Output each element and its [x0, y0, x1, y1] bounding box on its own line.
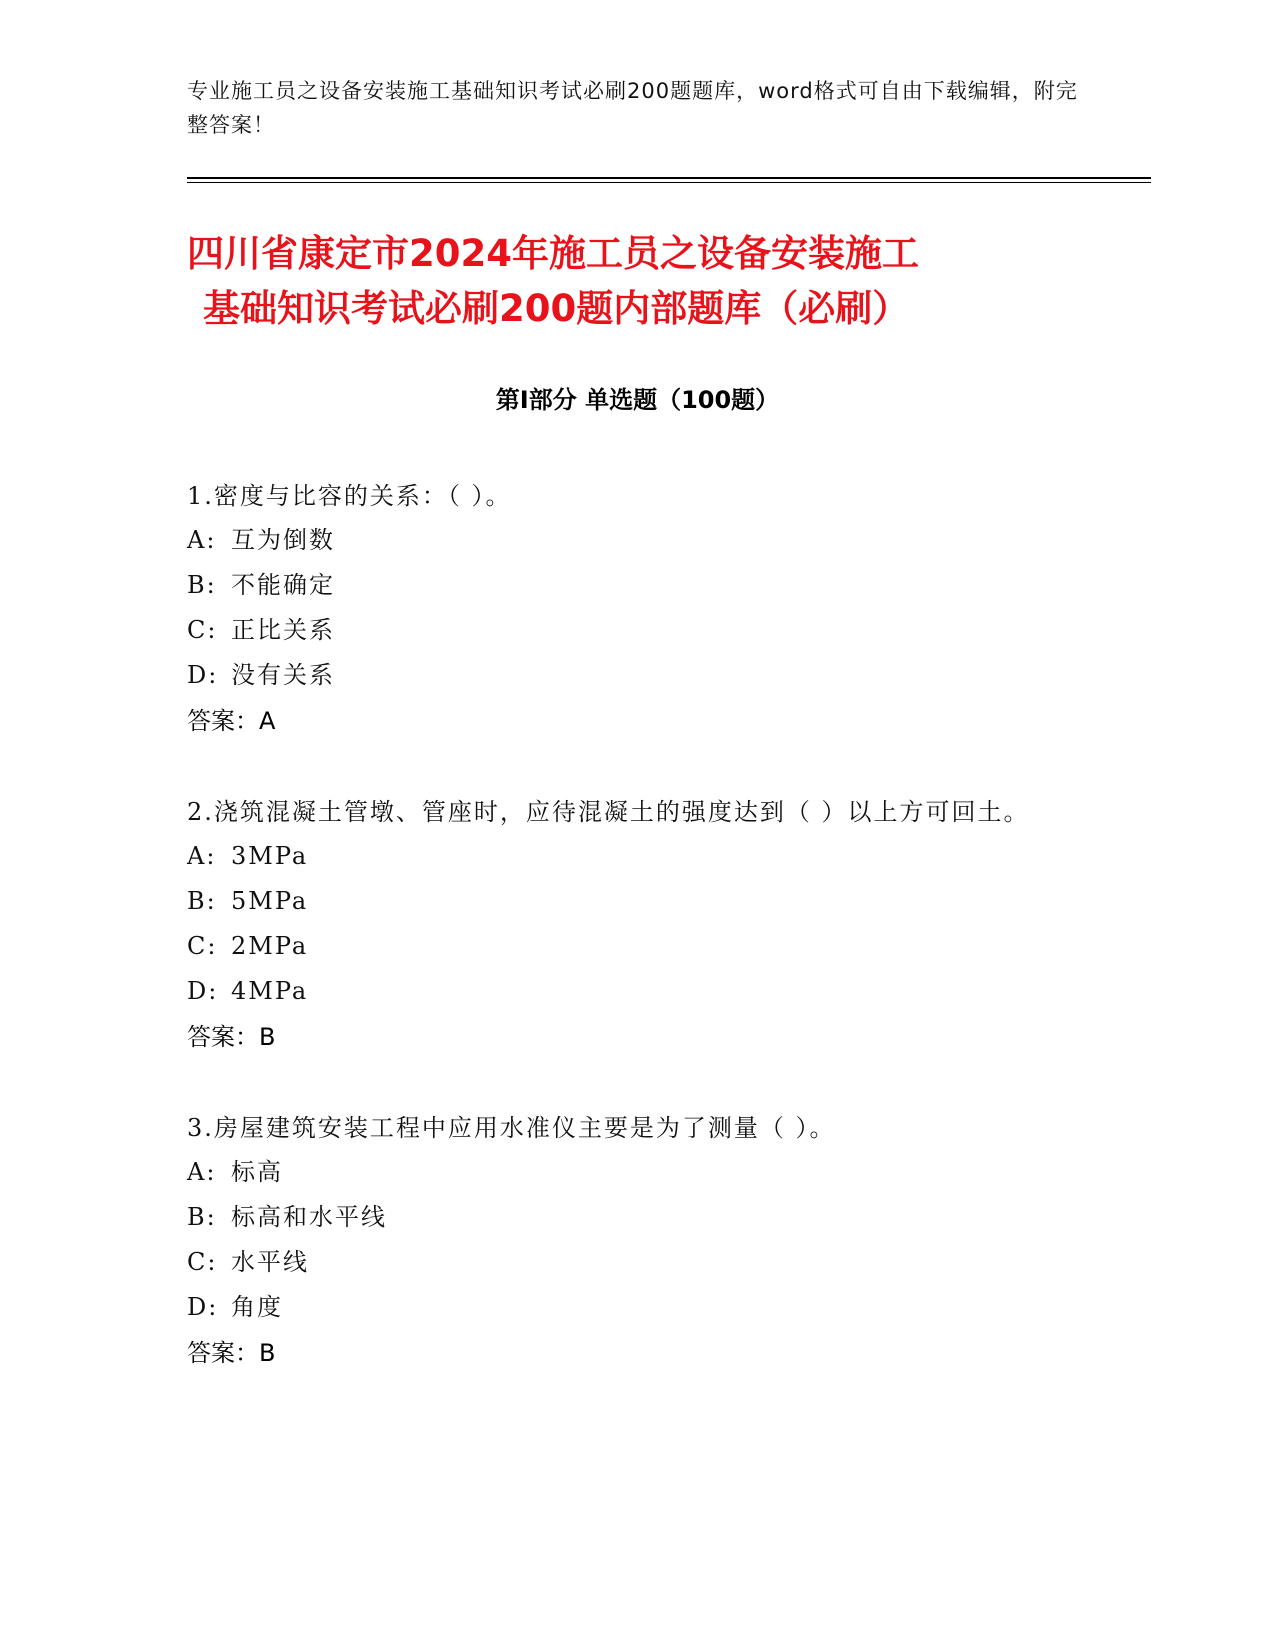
option-a	[187, 518, 1087, 563]
answer-line: 答案：A	[187, 707, 276, 735]
section-title: 第Ⅰ部分 单选题（100题）	[495, 386, 780, 414]
option-key: C:	[187, 932, 218, 960]
option-text: 不能确定	[231, 571, 335, 599]
option-b	[187, 563, 1087, 608]
option-c	[187, 608, 1087, 653]
question-list	[187, 474, 1087, 1422]
option-key: A:	[187, 842, 217, 870]
question-stem: 3.房屋建筑安装工程中应用水准仪主要是为了测量（ ）。	[187, 1114, 836, 1142]
header-note: 专业施工员之设备安装施工基础知识考试必刷200题题库，word格式可自由下载编辑，附完整答案！	[187, 79, 1078, 137]
question-2	[187, 790, 1087, 1060]
option-key: A:	[187, 1158, 217, 1186]
option-text: 5MPa	[231, 887, 309, 915]
option-c	[187, 1240, 1087, 1285]
document-title-line-1: 四川省康定市2024年施工员之设备安装施工	[187, 232, 919, 275]
header-rule-thin	[187, 182, 1151, 183]
option-text: 4MPa	[231, 977, 309, 1005]
option-d	[187, 1285, 1087, 1330]
option-text: 角度	[231, 1293, 283, 1321]
document-title-line-2: 基础知识考试必刷200题内部题库（必刷）	[203, 287, 910, 330]
option-d	[187, 969, 1087, 1014]
option-text: 标高和水平线	[231, 1203, 387, 1231]
option-text: 水平线	[231, 1248, 309, 1276]
option-text: 标高	[231, 1158, 283, 1186]
question-stem: 2.浇筑混凝土管墩、管座时，应待混凝土的强度达到（ ）以上方可回土。	[187, 798, 1030, 826]
option-key: C:	[187, 1248, 218, 1276]
header-rule-thick	[187, 177, 1151, 179]
option-b	[187, 879, 1087, 924]
document-title	[187, 226, 1087, 336]
option-text: 3MPa	[231, 842, 309, 870]
answer-line: 答案：B	[187, 1339, 276, 1367]
option-key: A:	[187, 526, 217, 554]
option-text: 互为倒数	[231, 526, 335, 554]
option-a	[187, 1150, 1087, 1195]
option-key: B:	[187, 1203, 217, 1231]
option-b	[187, 1195, 1087, 1240]
option-key: B:	[187, 571, 217, 599]
option-text: 没有关系	[231, 661, 335, 689]
question-3	[187, 1106, 1087, 1376]
option-key: B:	[187, 887, 217, 915]
option-a	[187, 834, 1087, 879]
option-key: D:	[187, 661, 219, 689]
option-key: D:	[187, 977, 219, 1005]
option-key: D:	[187, 1293, 219, 1321]
answer-line: 答案：B	[187, 1023, 276, 1051]
option-d	[187, 653, 1087, 698]
question-1	[187, 474, 1087, 744]
option-text: 正比关系	[231, 616, 335, 644]
question-stem: 1.密度与比容的关系：（ ）。	[187, 482, 512, 510]
option-text: 2MPa	[231, 932, 309, 960]
option-key: C:	[187, 616, 218, 644]
option-c	[187, 924, 1087, 969]
